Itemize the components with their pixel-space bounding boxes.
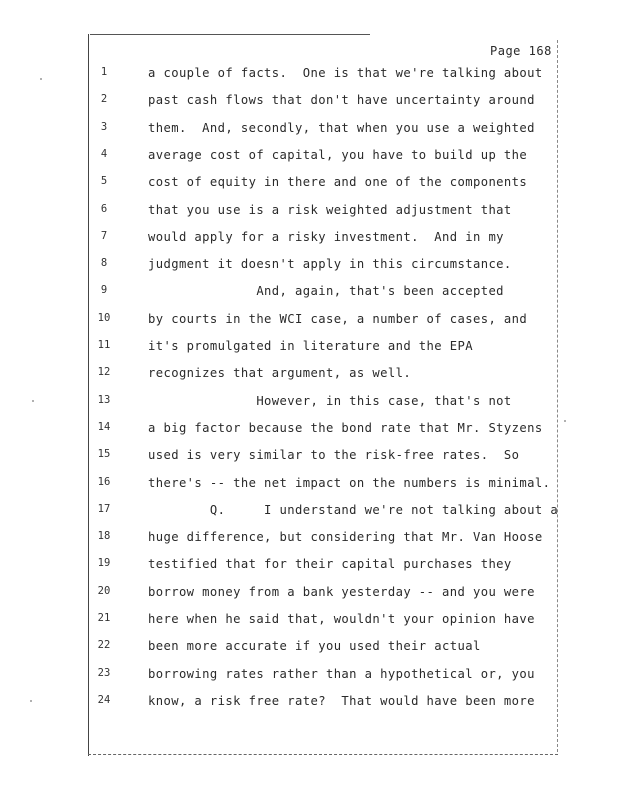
transcript-line (0, 284, 618, 304)
line-text: used is very similar to the risk-free rates. So (148, 448, 520, 463)
line-number: 8 (100, 257, 108, 270)
line-text: past cash flows that don't have uncertainty around (148, 93, 535, 108)
line-text: that you use is a risk weighted adjustment that (148, 202, 512, 217)
transcript-line (0, 66, 618, 86)
line-text: borrowing rates rather than a hypothetical or, you (148, 666, 535, 681)
transcript-line (0, 421, 618, 441)
transcript-line (0, 312, 618, 332)
transcript-line (0, 394, 618, 414)
line-text: them. And, secondly, that when you use a weighted (148, 120, 535, 135)
transcript-line (0, 257, 618, 277)
scan-speck (32, 400, 34, 402)
line-number: 23 (97, 666, 111, 679)
line-number: 1 (100, 66, 108, 78)
line-number: 24 (97, 693, 111, 706)
line-text: borrow money from a bank yesterday -- and you were (148, 584, 535, 599)
transcript-line (0, 667, 618, 687)
scan-speck (30, 700, 32, 702)
line-text: here when he said that, wouldn't your opinion have (148, 612, 535, 626)
page-number: Page 168 (490, 44, 552, 58)
transcript-line (0, 612, 618, 632)
line-text: cost of equity in there and one of the components (148, 175, 528, 190)
page-bottom-border (88, 754, 558, 755)
line-number: 22 (97, 639, 111, 652)
scan-speck (40, 78, 42, 80)
line-text: a couple of facts. One is that we're talking about (148, 66, 543, 80)
line-number: 10 (97, 311, 111, 324)
line-number: 6 (100, 202, 108, 215)
page-top-border (90, 34, 370, 35)
transcript-line (0, 694, 618, 714)
line-text: judgment it doesn't apply in this circumstance. (148, 257, 512, 272)
line-text: know, a risk free rate? That would have been more (148, 693, 535, 708)
line-number: 13 (97, 393, 111, 406)
line-number: 19 (97, 557, 111, 570)
transcript-line (0, 366, 618, 386)
line-number: 20 (97, 584, 111, 597)
line-number: 11 (97, 339, 111, 351)
line-number: 4 (100, 147, 108, 160)
line-number: 17 (97, 502, 111, 515)
line-text: huge difference, but considering that Mr. Van Hoose (148, 530, 543, 545)
line-text: by courts in the WCI case, a number of cases, and (148, 311, 528, 326)
transcript-line (0, 175, 618, 195)
line-text: Q. I understand we're not talking about a (148, 502, 559, 517)
transcript-line (0, 230, 618, 250)
line-number: 9 (100, 284, 108, 297)
transcript-line (0, 203, 618, 223)
transcript-line (0, 639, 618, 659)
line-text: been more accurate if you used their actual (148, 639, 481, 654)
line-text: recognizes that argument, as well. (148, 366, 412, 381)
line-number: 15 (97, 448, 111, 461)
line-text: would apply for a risky investment. And in my (148, 229, 504, 244)
transcript-line (0, 448, 618, 468)
line-number: 3 (100, 120, 108, 133)
line-text: there's -- the net impact on the numbers is minimal. (148, 475, 551, 490)
transcript-line (0, 503, 618, 523)
line-number: 14 (97, 420, 111, 433)
transcript-line (0, 339, 618, 359)
line-text: And, again, that's been accepted (148, 284, 504, 299)
transcript-line (0, 557, 618, 577)
transcript-line (0, 121, 618, 141)
line-number: 2 (100, 93, 108, 106)
line-text: average cost of capital, you have to build up the (148, 147, 528, 162)
line-text: a big factor because the bond rate that Mr. Styzens (148, 420, 543, 435)
transcript-line (0, 93, 618, 113)
line-number: 12 (97, 366, 111, 379)
line-number: 5 (100, 175, 108, 188)
line-number: 18 (97, 530, 111, 543)
transcript-line (0, 148, 618, 168)
transcript-line (0, 530, 618, 550)
line-text: testified that for their capital purchases they (148, 557, 512, 572)
line-text: However, in this case, that's not (148, 393, 512, 408)
line-number: 21 (97, 612, 111, 624)
scan-speck (564, 420, 566, 422)
line-number: 7 (100, 229, 108, 242)
line-number: 16 (97, 475, 111, 488)
transcript-line (0, 476, 618, 496)
line-text: it's promulgated in literature and the EPA (148, 339, 473, 353)
transcript-line (0, 585, 618, 605)
